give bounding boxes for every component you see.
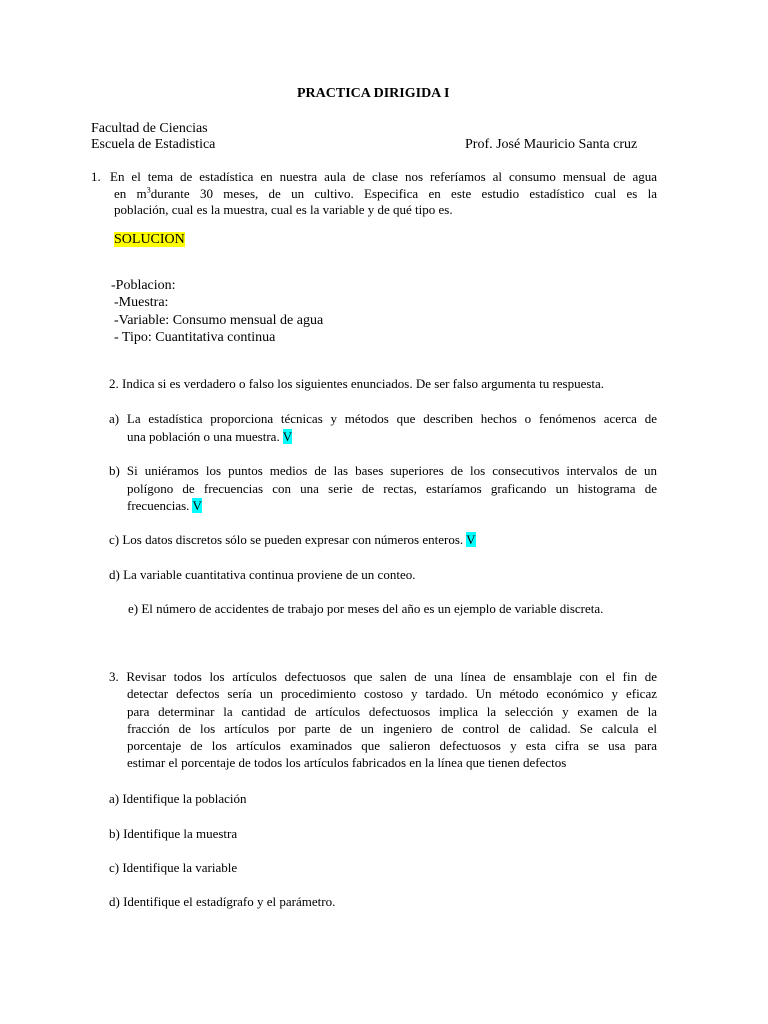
answer-2c: V [466, 532, 476, 547]
question-3-line-6: estimar el porcentaje de todos los artículos fabricados en la línea que tienen defectos [127, 755, 567, 770]
question-2c: c) Los datos discretos sólo se pueden expresar con números enteros. V [109, 532, 476, 547]
answer-2b: V [192, 498, 202, 513]
question-3-line-2: detectar defectos sería un procedimiento costoso y tardado. Un método económico y eficaz [127, 686, 657, 701]
school-name: Escuela de Estadistica [91, 137, 216, 152]
question-1-line-2: en $m^3durante$ 30 meses, de un cultivo. Especifica en este estudio estadístico cual es la [114, 185, 658, 201]
professor-name: Prof. José Mauricio Santa cruz [465, 137, 638, 152]
question-1-number: 1. [91, 169, 101, 184]
question-2b-line-3: frecuencias. V [127, 498, 202, 513]
question-3b: b) Identifique la muestra [109, 826, 238, 841]
question-3-line-1: 3. Revisar todos los artículos defectuosos que salen de una línea de ensamblaje con el fin de [109, 669, 657, 684]
solution-muestra: -Muestra: [114, 295, 169, 310]
question-3-line-3: para determinar la cantidad de artículos defectuosos implica la selección y examen de la [127, 704, 657, 719]
question-2a-line-2: una población o una muestra. V [127, 429, 293, 444]
solution-label: SOLUCION [114, 232, 185, 247]
question-2b-line-1: b) Si uniéramos los puntos medios de las bases superiores de los consecutivos intervalos de un [109, 463, 657, 478]
question-2-intro: 2. Indica si es verdadero o falso los siguientes enunciados. De ser falso argumenta tu respuesta. [109, 376, 605, 391]
answer-2a: V [282, 429, 293, 444]
question-3-line-5: porcentaje de los artículos examinados que salieron defectuosos y esta cifra se usa para [127, 738, 657, 753]
question-2d: d) La variable cuantitativa continua proviene de un conteo. [109, 567, 416, 582]
question-1-line-1: En el tema de estadística en nuestra aula de clase nos referíamos al consumo mensual de agua [110, 169, 657, 184]
faculty-name: Facultad de Ciencias [91, 121, 208, 136]
question-2b-line-2: polígono de frecuencias con una serie de rectas, estaríamos graficando un histograma de [127, 481, 657, 496]
question-2a-line-1: a) La estadística proporciona técnicas y métodos que describen hechos o fenómenos acerca de [109, 411, 657, 426]
page-title: PRACTICA DIRIGIDA I [297, 86, 450, 101]
question-1-line-3: población, cual es la muestra, cual es la variable y de qué tipo es. [114, 202, 453, 217]
question-2e: e) El número de accidentes de trabajo por meses del año es un ejemplo de variable discreta. [128, 601, 604, 616]
question-3d: d) Identifique el estadígrafo y el parámetro. [109, 894, 336, 909]
question-3c: c) Identifique la variable [109, 860, 238, 875]
question-3a: a) Identifique la población [109, 791, 247, 806]
solution-poblacion: -Poblacion: [111, 278, 176, 293]
solution-tipo: - Tipo: Cuantitativa continua [114, 330, 276, 345]
solution-variable: -Variable: Consumo mensual de agua [114, 313, 324, 328]
question-3-line-4: fracción de los artículos por parte de un ingeniero de control de calidad. Se calcula el [127, 721, 657, 736]
